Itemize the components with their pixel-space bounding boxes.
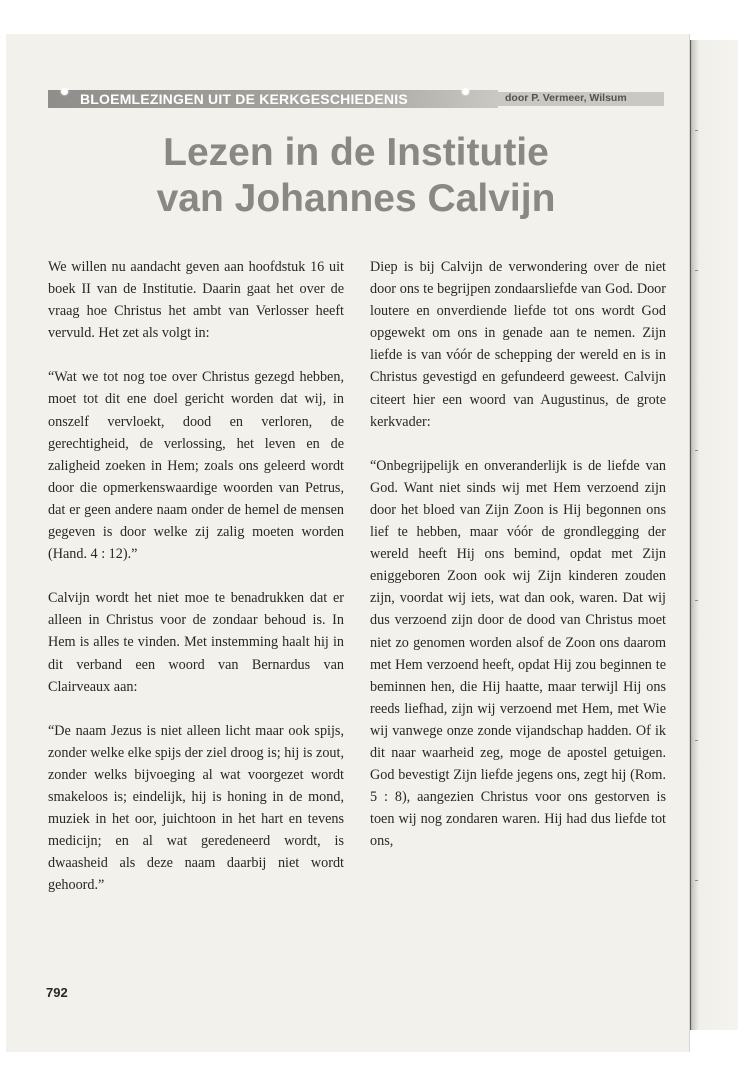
adjacent-page-edge [689,40,738,1030]
quote-paragraph: “Onbegrijpelijk en onveranderlijk is de liefde van God. Want niet sinds wij met Hem verzoend zijn door het bloed van Zijn Zoon is Hij begonnen ons lief te hebben, maar vóór de grondlegging der wereld heeft Hij ons bemind, opdat met Zijn eniggeboren Zoon ook wij Zijn kinderen zouden zijn, voordat wij iets, wat dan ook, waren. Dat wij dus verzoend zijn door de dood van Christus moet niet zo genomen worden alsof de Zoon ons daarom met Hem verzoend heeft, opdat Hij zou beginnen te beminnen hen, die Hij haatte, maar terwijl Hij ons reeds liefhad, zijn wij verzoend met Hem, met Wie wij vanwege onze zonde vijandschap hadden. Of ik dit naar waarheid zeg, moge de apostel getuigen. God bevestigt Zijn liefde jegens ons, zegt hij (Rom. 5 : 8), aangezien Christus voor ons gestorven is toen wij nog zondaren waren. Hij had dus liefde tot ons, [370,457,666,850]
right-column [370,256,666,874]
bullet-dot-icon [61,88,68,95]
paragraph: Diep is bij Calvijn de verwondering over de niet door ons te begrijpen zondaarsliefde van God. Door loutere en onverdiende liefde tot ons wordt God opgewekt om ons in genade aan te nemen. Zijn liefde is van vóór de schepping der wereld en is in Christus gevestigd en gefundeerd geweest. Calvijn citeert hier een woord van Augustinus, de grote kerkvader: [370,259,666,430]
edge-mark [695,450,698,451]
page-fold [689,40,691,1030]
edge-mark [695,880,698,881]
left-column [48,256,344,918]
title-line-2: van Johannes Calvijn [156,177,556,220]
title-line-1: Lezen in de Institutie [163,131,549,174]
edge-mark [695,270,698,271]
paragraph: Calvijn wordt het niet moe te benadrukken dat er alleen in Christus voor de zondaar behoud is. In Hem is alles te vinden. Met instemming haalt hij in dit verband een woord van Bernardus van Clairveaux aan: [48,590,344,695]
series-title: BLOEMLEZINGEN UIT DE KERKGESCHIEDENIS [80,91,408,107]
article-title [48,130,664,222]
edge-mark [695,740,698,741]
series-banner [48,90,498,108]
bullet-dot-icon [462,88,469,95]
quote-paragraph: “Wat we tot nog toe over Christus gezegd hebben, moet tot dit ene doel gericht worden dat wij, in onszelf vervloekt, dood en verloren, de gerechtigheid, de verlossing, het leven en de zaligheid zoeken in Hem; zoals ons geleerd wordt door die opmerkenswaardige woorden van Petrus, dat er geen andere naam onder de hemel de mensen gegeven is door welke zij zalig moeten worden (Hand. 4 : 12).” [48,369,344,563]
quote-paragraph: “De naam Jezus is niet alleen licht maar ook spijs, zonder welke elke spijs der ziel droog is; hij is zout, zonder welks bijvoeging al wat voorgezet wordt smakeloos is; eindelijk, hij is honing in de mond, muziek in het oor, juichtoon in het hart en tevens medicijn; en al wat geredeneerd wordt, is dwaasheid als deze naam daarbij niet wordt gehoord.” [48,722,344,894]
page-number: 792 [46,985,68,1000]
edge-mark [695,600,698,601]
paragraph: We willen nu aandacht geven aan hoofdstuk 16 uit boek II van de Institutie. Daarin gaat het over de vraag hoe Christus het ambt van Verlosser heeft vervuld. Het zet als volgt in: [48,259,344,342]
author-byline: door P. Vermeer, Wilsum [505,92,627,104]
edge-mark [695,130,698,131]
